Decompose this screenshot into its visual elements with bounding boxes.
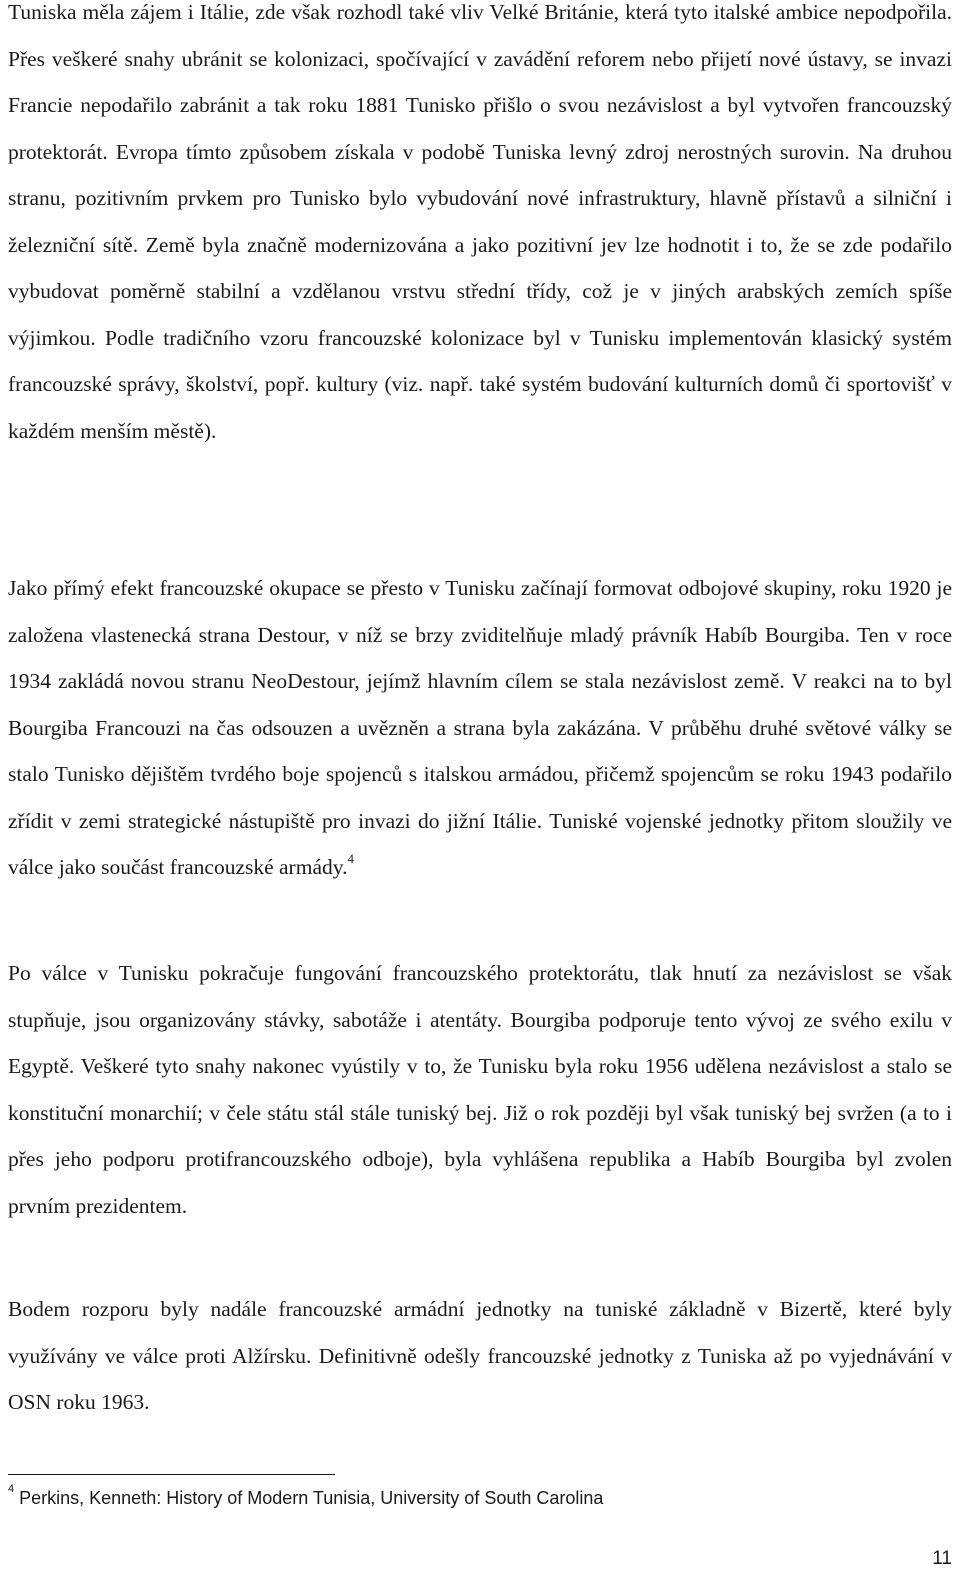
footnote-reference[interactable]: 4 <box>347 850 354 866</box>
footnote-separator <box>8 1474 335 1475</box>
footnote <box>8 1483 604 1510</box>
paragraph-3: Po válce v Tunisku pokračuje fungování francouzského protektorátu, tlak hnutí za nezávislost se však stupňuje, jsou organizovány stávky, sabotáže i atentáty. Bourgiba podporuje tento vývoj ze svého exilu v Egyptě. Veškeré tyto snahy nakonec vyústily v to, že Tunisku byla roku 1956 udělena nezávislost a stalo se konstituční monarchií; v čele státu stál stále tuniský bej. Již o rok později byl však tuniský bej svržen (a to i přes jeho podporu protifrancouzského odboje), byla vyhlášena republika a Habíb Bourgiba byl zvolen prvním prezidentem. <box>8 961 952 1218</box>
paragraph-2-text: Jako přímý efekt francouzské okupace se přesto v Tunisku začínají formovat odbojové skupiny, roku 1920 je založena vlastenecká strana Destour, v níž se brzy zviditelňuje mladý právník Habíb Bourgiba. Ten v roce 1934 zakládá novou stranu NeoDestour, jejímž hlavním cílem se stala nezávislost země. V reakci na to byl Bourgiba Francouzi na čas odsouzen a uvězněn a strana byla zakázána. V průběhu druhé světové války se stalo Tunisko dějištěm tvrdého boje spojenců s italskou armádou, přičemž spojencům se roku 1943 podařilo zřídit v zemi strategické nástupiště pro invazi do jižní Itálie. Tuniské vojenské jednotky přitom sloužily ve válce jako součást francouzské armády. <box>8 576 952 879</box>
footnote-text: Perkins, Kenneth: History of Modern Tunisia, University of South Carolina <box>19 1488 604 1508</box>
paragraph-1: Tuniska měla zájem i Itálie, zde však rozhodl také vliv Velké Británie, která tyto italské ambice nepodpořila. Přes veškeré snahy ubránit se kolonizaci, spočívající v zavádění reforem nebo přijetí nové ústavy, se invazi Francie nepodařilo zabránit a tak roku 1881 Tunisko přišlo o svou nezávislost a byl vytvořen francouzský protektorát. Evropa tímto způsobem získala v podobě Tuniska levný zdroj nerostných surovin. Na druhou stranu, pozitivním prvkem pro Tunisko bylo vybudování nové infrastruktury, hlavně přístavů a silniční i železniční sítě. Země byla značně modernizována a jako pozitivní jev lze hodnotit i to, že se zde podařilo vybudovat poměrně stabilní a vzdělanou vrstvu střední třídy, což je v jiných arabských zemích spíše výjimkou. Podle tradičního vzoru francouzské kolonizace byl v Tunisku implementován klasický systém francouzské správy, školství, popř. kultury (viz. např. také systém budování kulturních domů či sportovišť v každém menším městě). <box>8 0 952 443</box>
footnote-number: 4 <box>8 1483 15 1495</box>
paragraph-2 <box>8 565 952 891</box>
page-number: 11 <box>932 1548 952 1569</box>
paragraph-4: Bodem rozporu byly nadále francouzské armádní jednotky na tuniské základně v Bizertě, které byly využívány ve válce proti Alžírsku. Definitivně odešly francouzské jednotky z Tuniska až po vyjednávání v OSN roku 1963. <box>8 1297 952 1414</box>
